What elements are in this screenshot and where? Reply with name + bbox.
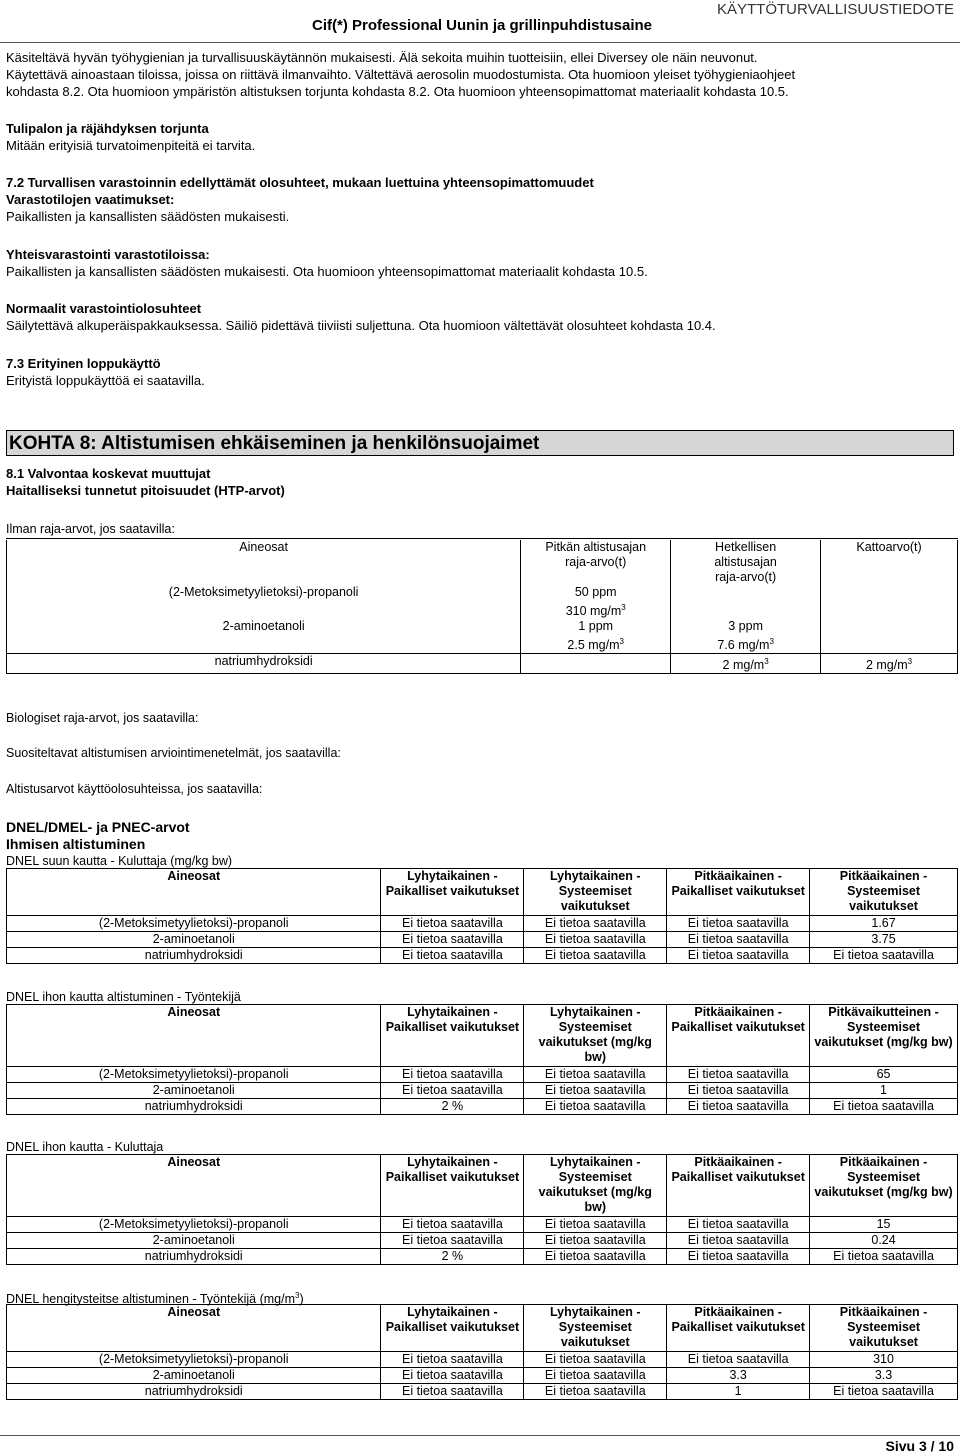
col-long-term: Pitkän altistusajan raja-arvo(t) [521,540,671,585]
col-long-systemic: Pitkäaikainen - Systeemiset vaikutukset [810,869,958,916]
cell: Ei tietoa saatavilla [667,1067,810,1083]
product-title: Cif(*) Professional Uunin ja grillinpuhdistusaine [312,17,653,34]
cell: 65 [810,1067,958,1083]
dnel-dermal-consumer-caption: DNEL ihon kautta - Kuluttaja [6,1140,164,1154]
storage-req-heading: Varastotilojen vaatimukset: [6,192,175,207]
col-substance: Aineosat [7,869,381,916]
cell: Ei tietoa saatavilla [524,1217,667,1233]
ceiling-value [821,654,958,674]
table-row [7,1233,958,1249]
joint-storage-text: Paikallisten ja kansallisten säädösten mukaisesti. Ota huomioon yhteensopimattomat materiaalit kohdasta 10.5. [6,264,648,279]
cell: 3.75 [810,932,958,948]
unit-sup: 3 [621,603,626,612]
table-row [7,1099,958,1115]
cell: natriumhydroksidi [7,1249,381,1265]
cell: Ei tietoa saatavilla [667,1233,810,1249]
col-short-local: Lyhytaikainen - Paikalliset vaikutukset [381,869,524,916]
table-row [7,948,958,964]
col-ceiling: Kattoarvo(t) [856,540,922,554]
unit-sup: 3 [907,657,913,667]
cell: 1.67 [810,916,958,932]
cell: Ei tietoa saatavilla [667,916,810,932]
unit-sup: 3 [619,637,624,647]
short-term-value [671,619,821,654]
methods-caption: Suositeltavat altistumisen arviointimenetelmät, jos saatavilla: [6,746,341,760]
table-row [7,1249,958,1265]
cell: Ei tietoa saatavilla [381,1352,524,1368]
cell: Ei tietoa saatavilla [667,1352,810,1368]
cell: 0.24 [810,1233,958,1249]
cell: (2-Metoksimetyylietoksi)-propanoli [7,916,381,932]
cell: Ei tietoa saatavilla [810,1384,958,1400]
short-term-value [671,585,821,619]
cell: 1 [667,1384,810,1400]
cell: natriumhydroksidi [7,1384,381,1400]
col-long-local: Pitkäaikainen - Paikalliset vaikutukset [667,1155,810,1217]
cell: natriumhydroksidi [7,948,381,964]
cell: Ei tietoa saatavilla [381,916,524,932]
cell: 2 % [381,1099,524,1115]
cell: Ei tietoa saatavilla [667,1083,810,1099]
cell: Ei tietoa saatavilla [667,1217,810,1233]
col-substance: Aineosat [7,540,521,585]
long-term-value [521,654,671,674]
bio-limits-caption: Biologiset raja-arvot, jos saatavilla: [6,711,199,725]
section-8-1-heading: 8.1 Valvontaa koskevat muuttujat [6,466,211,481]
air-limits-table [6,540,958,674]
col-short-term: Hetkellisen altistusajan raja-arvo(t) [671,540,821,585]
dnel-dermal-consumer-table [6,1154,958,1265]
storage-req-text: Paikallisten ja kansallisten säädösten mukaisesti. [6,209,290,224]
dnel-oral-table [6,868,958,964]
cell: Ei tietoa saatavilla [524,1233,667,1249]
cell: Ei tietoa saatavilla [524,1384,667,1400]
air-limits-top-rule [6,538,958,539]
short-term-value [671,654,821,674]
cell: Ei tietoa saatavilla [381,948,524,964]
value-ppm: 3 ppm [728,619,763,634]
cell: (2-Metoksimetyylietoksi)-propanoli [7,1217,381,1233]
long-term-value [521,585,671,619]
cell: 310 [810,1352,958,1368]
cell: 2-aminoetanoli [7,1368,381,1384]
document-header [0,0,960,43]
cell: Ei tietoa saatavilla [381,1067,524,1083]
cell: 1 [810,1083,958,1099]
table-row [7,1083,958,1099]
section-7-3-text: Erityistä loppukäyttöä ei saatavilla. [6,373,205,388]
human-exposure-heading: Ihmisen altistuminen [6,836,146,852]
joint-storage-heading: Yhteisvarastointi varastotiloissa: [6,247,210,262]
col-short-systemic: Lyhytaikainen - Systeemiset vaikutukset [524,1305,667,1352]
col-substance: Aineosat [7,1305,381,1352]
value-ppm: 50 ppm [574,585,617,599]
col-substance: Aineosat [7,1155,381,1217]
value-mgm3: 7.6 mg/m [717,638,770,653]
air-limits-caption: Ilman raja-arvot, jos saatavilla: [6,522,175,536]
caption-end: ) [299,1292,304,1307]
cell: 2-aminoetanoli [7,932,381,948]
cell: Ei tietoa saatavilla [524,1249,667,1265]
section-7-2-heading: 7.2 Turvallisen varastoinnin edellyttämät olosuhteet, mukaan luettuina yhteensopimattomuudet [6,175,594,190]
cell: 15 [810,1217,958,1233]
cell: Ei tietoa saatavilla [524,1067,667,1083]
dnel-oral-caption: DNEL suun kautta - Kuluttaja (mg/kg bw) [6,854,233,868]
document-type: KÄYTTÖTURVALLISUUSTIEDOTE [717,1,954,18]
cell: Ei tietoa saatavilla [524,1083,667,1099]
cell: Ei tietoa saatavilla [381,1083,524,1099]
unit-sup: 3 [769,637,774,647]
table-row [7,1368,958,1384]
cell: Ei tietoa saatavilla [524,932,667,948]
normal-storage-text: Säilytettävä alkuperäispakkauksessa. Säiliö pidettävä tiiviisti suljettuna. Ota huomioon vältettävät olosuhteet kohdasta 10.4. [6,318,716,333]
col-long-systemic: Pitkäaikainen - Systeemiset vaikutukset (mg/kg bw) [810,1155,958,1217]
cell: Ei tietoa saatavilla [667,1099,810,1115]
cell: (2-Metoksimetyylietoksi)-propanoli [7,1067,381,1083]
col-long-local: Pitkäaikainen - Paikalliset vaikutukset [667,1005,810,1067]
cell: Ei tietoa saatavilla [381,1368,524,1384]
cell: 3.3 [810,1368,958,1384]
col-long-local: Pitkäaikainen - Paikalliset vaikutukset [667,869,810,916]
cell: Ei tietoa saatavilla [667,932,810,948]
value-mgm3: 2 mg/m [722,658,765,673]
dnel-dermal-worker-caption: DNEL ihon kautta altistuminen - Työntekijä [6,990,241,1004]
cell: Ei tietoa saatavilla [524,916,667,932]
cell: Ei tietoa saatavilla [667,1249,810,1265]
cell: Ei tietoa saatavilla [381,1233,524,1249]
cell: natriumhydroksidi [7,1099,381,1115]
dnel-heading: DNEL/DMEL- ja PNEC-arvot [6,819,190,835]
table-row [7,1217,958,1233]
unit-sup: 3 [295,1291,300,1300]
table-row [7,1352,958,1368]
fire-text: Mitään erityisiä turvatoimenpiteitä ei tarvita. [6,138,256,153]
cell: 2-aminoetanoli [7,1083,381,1099]
col-short-systemic: Lyhytaikainen - Systeemiset vaikutukset [524,869,667,916]
exposure-caption: Altistusarvot käyttöolosuhteissa, jos saatavilla: [6,782,263,796]
caption-text: DNEL hengitysteitse altistuminen - Työntekijä (mg/m [6,1292,296,1307]
cell: Ei tietoa saatavilla [381,1384,524,1400]
ceiling-value [821,619,958,654]
table-row [7,619,958,654]
unit-sup: 3 [764,657,769,667]
substance-name: 2-aminoetanoli [7,619,521,654]
value-ppm: 1 ppm [578,619,614,634]
col-short-systemic: Lyhytaikainen - Systeemiset vaikutukset (mg/kg bw) [524,1005,667,1067]
cell: Ei tietoa saatavilla [381,1217,524,1233]
table-row [7,1384,958,1400]
intro-line-3: kohdasta 8.2. Ota huomioon ympäristön altistuksen torjunta kohdasta 8.2. Ota huomioon yhteensopimattomat materiaalit kohdasta 10.5. [6,84,789,99]
dnel-dermal-worker-table [6,1004,958,1115]
table-row [7,916,958,932]
col-long-local: Pitkäaikainen - Paikalliset vaikutukset [667,1305,810,1352]
substance-name: natriumhydroksidi [7,654,521,674]
cell: Ei tietoa saatavilla [667,948,810,964]
cell: 2-aminoetanoli [7,1233,381,1249]
cell: Ei tietoa saatavilla [810,948,958,964]
cell: 2 % [381,1249,524,1265]
col-substance: Aineosat [7,1005,381,1067]
value-mgm3: 2.5 mg/m [567,638,620,653]
page-number: Sivu 3 / 10 [885,1438,954,1454]
col-short-local: Lyhytaikainen - Paikalliset vaikutukset [381,1155,524,1217]
value-mgm3: 310 mg/m [565,604,622,619]
cell: 3.3 [667,1368,810,1384]
cell: (2-Metoksimetyylietoksi)-propanoli [7,1352,381,1368]
cell: Ei tietoa saatavilla [381,932,524,948]
cell: Ei tietoa saatavilla [524,1368,667,1384]
table-row [7,654,958,674]
table-row [7,585,958,619]
section-7-3-heading: 7.3 Erityinen loppukäyttö [6,356,161,371]
intro-line-2: Käytettävä ainoastaan tiloissa, joissa on riittävä ilmanvaihto. Vältettävä aerosolin muodostumista. Ota huomioon yleiset työhygieniaohjeet [6,67,796,82]
htp-heading: Haitalliseksi tunnetut pitoisuudet (HTP-arvot) [6,483,285,498]
long-term-value [521,619,671,654]
section-8-banner: KOHTA 8: Altistumisen ehkäiseminen ja henkilönsuojaimet [6,430,954,456]
table-row [7,932,958,948]
col-long-systemic: Pitkäaikainen - Systeemiset vaikutukset [810,1305,958,1352]
substance-name: (2-Metoksimetyylietoksi)-propanoli [7,585,521,619]
ceiling-value [821,585,958,619]
dnel-inhalation-table [6,1304,958,1400]
cell: Ei tietoa saatavilla [810,1249,958,1265]
cell: Ei tietoa saatavilla [524,1352,667,1368]
cell: Ei tietoa saatavilla [810,1099,958,1115]
value-mgm3: 2 mg/m [865,658,908,673]
intro-line-1: Käsiteltävä hyvän työhygienian ja turvallisuuskäytännön mukaisesti. Älä sekoita muihin tuotteisiin, ellei Diversey ole näin neuvonut. [6,50,758,65]
col-short-systemic: Lyhytaikainen - Systeemiset vaikutukset (mg/kg bw) [524,1155,667,1217]
cell: Ei tietoa saatavilla [524,1099,667,1115]
table-row [7,1067,958,1083]
col-short-local: Lyhytaikainen - Paikalliset vaikutukset [381,1305,524,1352]
footer-rule [0,1435,960,1436]
normal-storage-heading: Normaalit varastointiolosuhteet [6,301,202,316]
cell: Ei tietoa saatavilla [524,948,667,964]
col-short-local: Lyhytaikainen - Paikalliset vaikutukset [381,1005,524,1067]
col-long-systemic: Pitkävaikutteinen - Systeemiset vaikutukset (mg/kg bw) [810,1005,958,1067]
fire-heading: Tulipalon ja räjähdyksen torjunta [6,121,209,136]
